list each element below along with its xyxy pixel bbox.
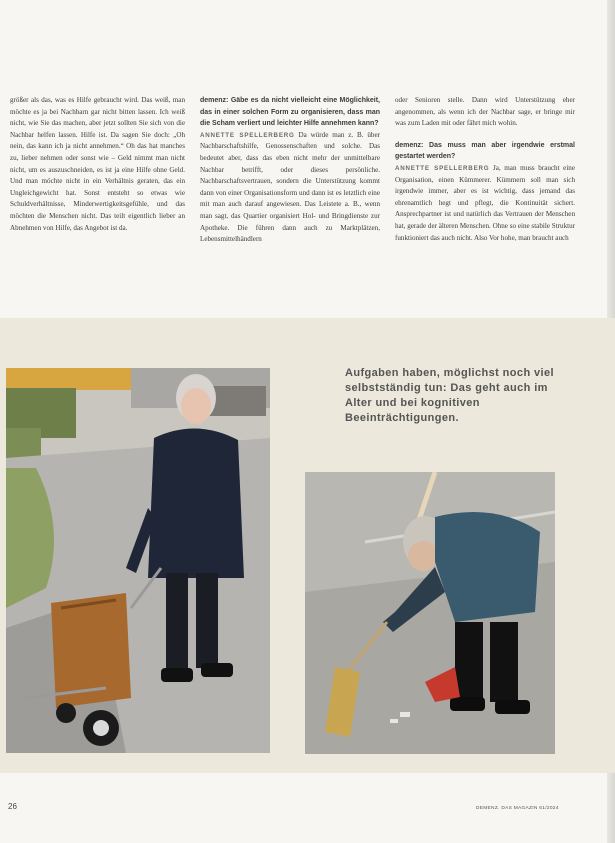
text-column-3 <box>395 95 575 310</box>
speaker-name-1: ANNETTE SPELLERBERG <box>200 131 295 139</box>
photo-woman-sweeping <box>305 472 555 754</box>
text-column-2 <box>200 95 380 310</box>
column-1-text: größer als das, was es Hilfe gebraucht wird. Das weiß, man möchte es ja bei Nachbarn gar nicht bitten lassen. Ich weiß nicht, wie Sie das machen, aber jetzt sollten Sie sich von die Nachbar helfen lassen. Hilfe ist. Da sagen Sie doch: „Oh nein, das kann ich ja nicht annehmen.“ Oh das hat manches zu, lieber nehmen oder sonst wie – Geld nimmt man nicht nicht, um es auszuschneiden, es ist ja eine Hilfe ohne Geld. Und man möchte nicht in ein Verhältnis geraten, das ein Ungleichgewicht hat. Sonst entsteht so etwas wie Schuldverhältnisse, Minderwertigkeitsgefühle, und das möchten die Menschen nicht. Das teilt eigentlich lieber an Abnehmen von Hilfe, das Angebot ist da. <box>10 96 185 232</box>
column-3-text-a: oder Senioren stelle. Dann wird Unterstützung eher angenommen, als wenn ich der Nachbar sage, er bringe mir was zum Laden mit oder fährt mich wohin. <box>395 96 575 128</box>
interview-question-1: demenz: Gäbe es da nicht vielleicht eine Möglichkeit, das in einer solchen Form zu organisieren, dass man die Scham verliert und leichter Hilfe annehmen kann? <box>200 97 380 128</box>
photo-woman-with-shopping-trolley <box>6 368 270 753</box>
column-2-answer: Da würde man z. B. über Nachbarschaftshilfe, Genossenschaften und solche. Das bedeutet aber, dass das eben nicht mehr der unmittelbare Nachbar betrifft, oder dieses persönliche. Nachbarschaftsvertrauen, sondern die Unterstützung kommt dann von einer Organisationsform und dann ist es letztlich eine mit man auch darauf angewiesen. Das Leistete a. B., wenn man sagt, das Quartier organisiert Hol- und Bringdienste zur Apotheke. Die führen dann auch zu Marktplätzen, Lebensmittelhändlern <box>200 130 380 244</box>
page-number: 26 <box>8 802 17 811</box>
running-footer: DEMENZ. DAS MAGAZIN 61/2024 <box>476 806 559 811</box>
text-column-1 <box>10 95 185 310</box>
interview-question-2: demenz: Das muss man aber irgendwie erstmal gestartet werden? <box>395 141 575 161</box>
speaker-name-2: ANNETTE SPELLERBERG <box>395 164 490 172</box>
column-3-answer: Ja, man muss braucht eine Organisation, einen Kümmerer. Kümmern soll man sich irgendwie immer, aber es ist wichtig, dass jemand das ehrenamtlich hegt und pflegt, die Kontinuität sichert. Ansprechpartner ist und natürlich das Vertrauen der Menschen hat, gerade der älteren Menschen. Ohne so eine stabile Struktur funktioniert das auch nicht. Also Vor hohe, man braucht auch <box>395 163 575 242</box>
photo-caption: Aufgaben haben, möglichst noch viel selbstständig tun: Das geht auch im Alter und bei kognitiven Beeinträchtigungen. <box>345 367 554 424</box>
